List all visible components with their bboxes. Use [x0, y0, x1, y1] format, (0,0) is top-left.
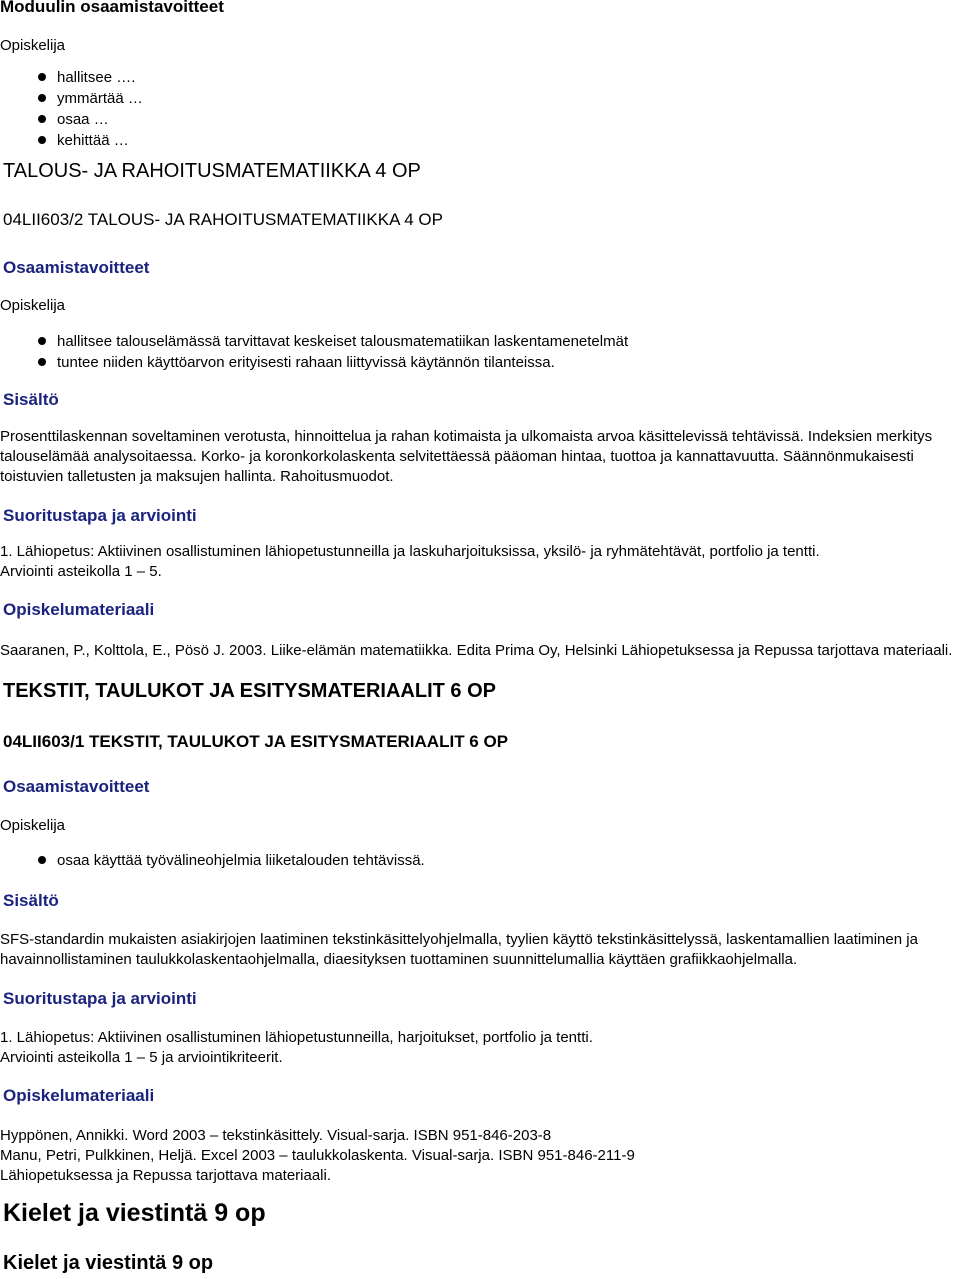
course2-student-label: Opiskelija	[0, 817, 66, 834]
course2-title: TEKSTIT, TAULUKOT JA ESITYSMATERIAALIT 6 OP	[3, 680, 496, 702]
section3-title: Kielet ja viestintä 9 op	[3, 1199, 266, 1227]
course1-materials: Saaranen, P., Kolttola, E., Pösö J. 2003. Liike-elämän matematiikka. Edita Prima Oy, Helsinki Lähiopetuksessa ja Repussa tarjottava materiaali.	[0, 642, 953, 659]
list-item: hallitsee talouselämässä tarvittavat keskeiset talousmatematiikan laskentamenetelmät	[0, 331, 628, 352]
course2-materials-heading: Opiskelumateriaali	[3, 1086, 155, 1105]
course1-content: Prosenttilaskennan soveltaminen verotusta, hinnoittelua ja rahan kotimaista ja ulkomaista arvoa käsittelevissä tehtävissä. Indeksien merkitys talouselämää analysoitaessa. Korko- ja koronkorkolaskenta selvitettäessä pääoman hintaa, tuottoa ja kannattavuutta. Säännönmukaisesti toistuvien talletusten ja maksujen hallinta. Rahoitusmuodot.	[0, 428, 933, 485]
course1-goals-heading: Osaamistavoitteet	[3, 258, 150, 277]
course1-goals-list	[0, 331, 628, 373]
course2-goals-list	[0, 850, 425, 871]
list-item: osaa …	[0, 109, 143, 130]
course1-code-title: 04LII603/2 TALOUS- JA RAHOITUSMATEMATIIKKA 4 OP	[3, 210, 443, 229]
course2-content-heading: Sisältö	[3, 891, 59, 910]
course2-assessment-heading: Suoritustapa ja arviointi	[3, 989, 197, 1008]
course2-assessment: 1. Lähiopetus: Aktiivinen osallistuminen lähiopetustunneilla, harjoitukset, portfolio ja tentti. Arviointi asteikolla 1 – 5 ja arviointikriteerit.	[0, 1029, 593, 1066]
module-goals-list	[0, 67, 143, 151]
bullet-icon	[38, 73, 46, 81]
course1-student-label: Opiskelija	[0, 297, 66, 314]
course1-materials-heading: Opiskelumateriaali	[3, 600, 155, 619]
course2-goals-heading: Osaamistavoitteet	[3, 777, 150, 796]
course1-title: TALOUS- JA RAHOITUSMATEMATIIKKA 4 OP	[3, 160, 421, 182]
bullet-icon	[38, 115, 46, 123]
list-item: tuntee niiden käyttöarvon erityisesti rahaan liittyvissä käytännön tilanteissa.	[0, 352, 628, 373]
module-goals-heading: Moduulin osaamistavoitteet	[0, 0, 224, 16]
list-item: osaa käyttää työvälineohjelmia liiketalouden tehtävissä.	[0, 850, 425, 871]
course2-code-title: 04LII603/1 TEKSTIT, TAULUKOT JA ESITYSMATERIAALIT 6 OP	[3, 732, 509, 751]
bullet-icon	[38, 358, 46, 366]
list-item: ymmärtää …	[0, 88, 143, 109]
list-item: kehittää …	[0, 130, 143, 151]
bullet-icon	[38, 94, 46, 102]
course1-content-heading: Sisältö	[3, 390, 59, 409]
student-label: Opiskelija	[0, 37, 66, 54]
course1-assessment: 1. Lähiopetus: Aktiivinen osallistuminen lähiopetustunneilla ja laskuharjoituksissa, yksilö- ja ryhmätehtävät, portfolio ja tentti. Arviointi asteikolla 1 – 5.	[0, 543, 820, 580]
course2-content: SFS-standardin mukaisten asiakirjojen laatiminen tekstinkäsittelyohjelmalla, tyylien käyttö tekstinkäsittelyssä, laskentamallien laatiminen ja havainnollistaminen taulukkolaskentaohjelmalla, diaesityksen tuottaminen suunnittelumallia käyttäen grafiikkaohjelmalla.	[0, 931, 918, 968]
course2-materials: Hyppönen, Annikki. Word 2003 – tekstinkäsittely. Visual-sarja. ISBN 951-846-203-8 Manu, Petri, Pulkkinen, Heljä. Excel 2003 – taulukkolaskenta. Visual-sarja. ISBN 951-846-211-9 Lähiopetuksessa ja Repussa tarjottava materiaali.	[0, 1127, 635, 1184]
bullet-icon	[38, 856, 46, 864]
course1-assessment-heading: Suoritustapa ja arviointi	[3, 506, 197, 525]
bullet-icon	[38, 337, 46, 345]
bullet-icon	[38, 136, 46, 144]
list-item: hallitsee ….	[0, 67, 143, 88]
section3-subtitle: Kielet ja viestintä 9 op	[3, 1252, 214, 1274]
